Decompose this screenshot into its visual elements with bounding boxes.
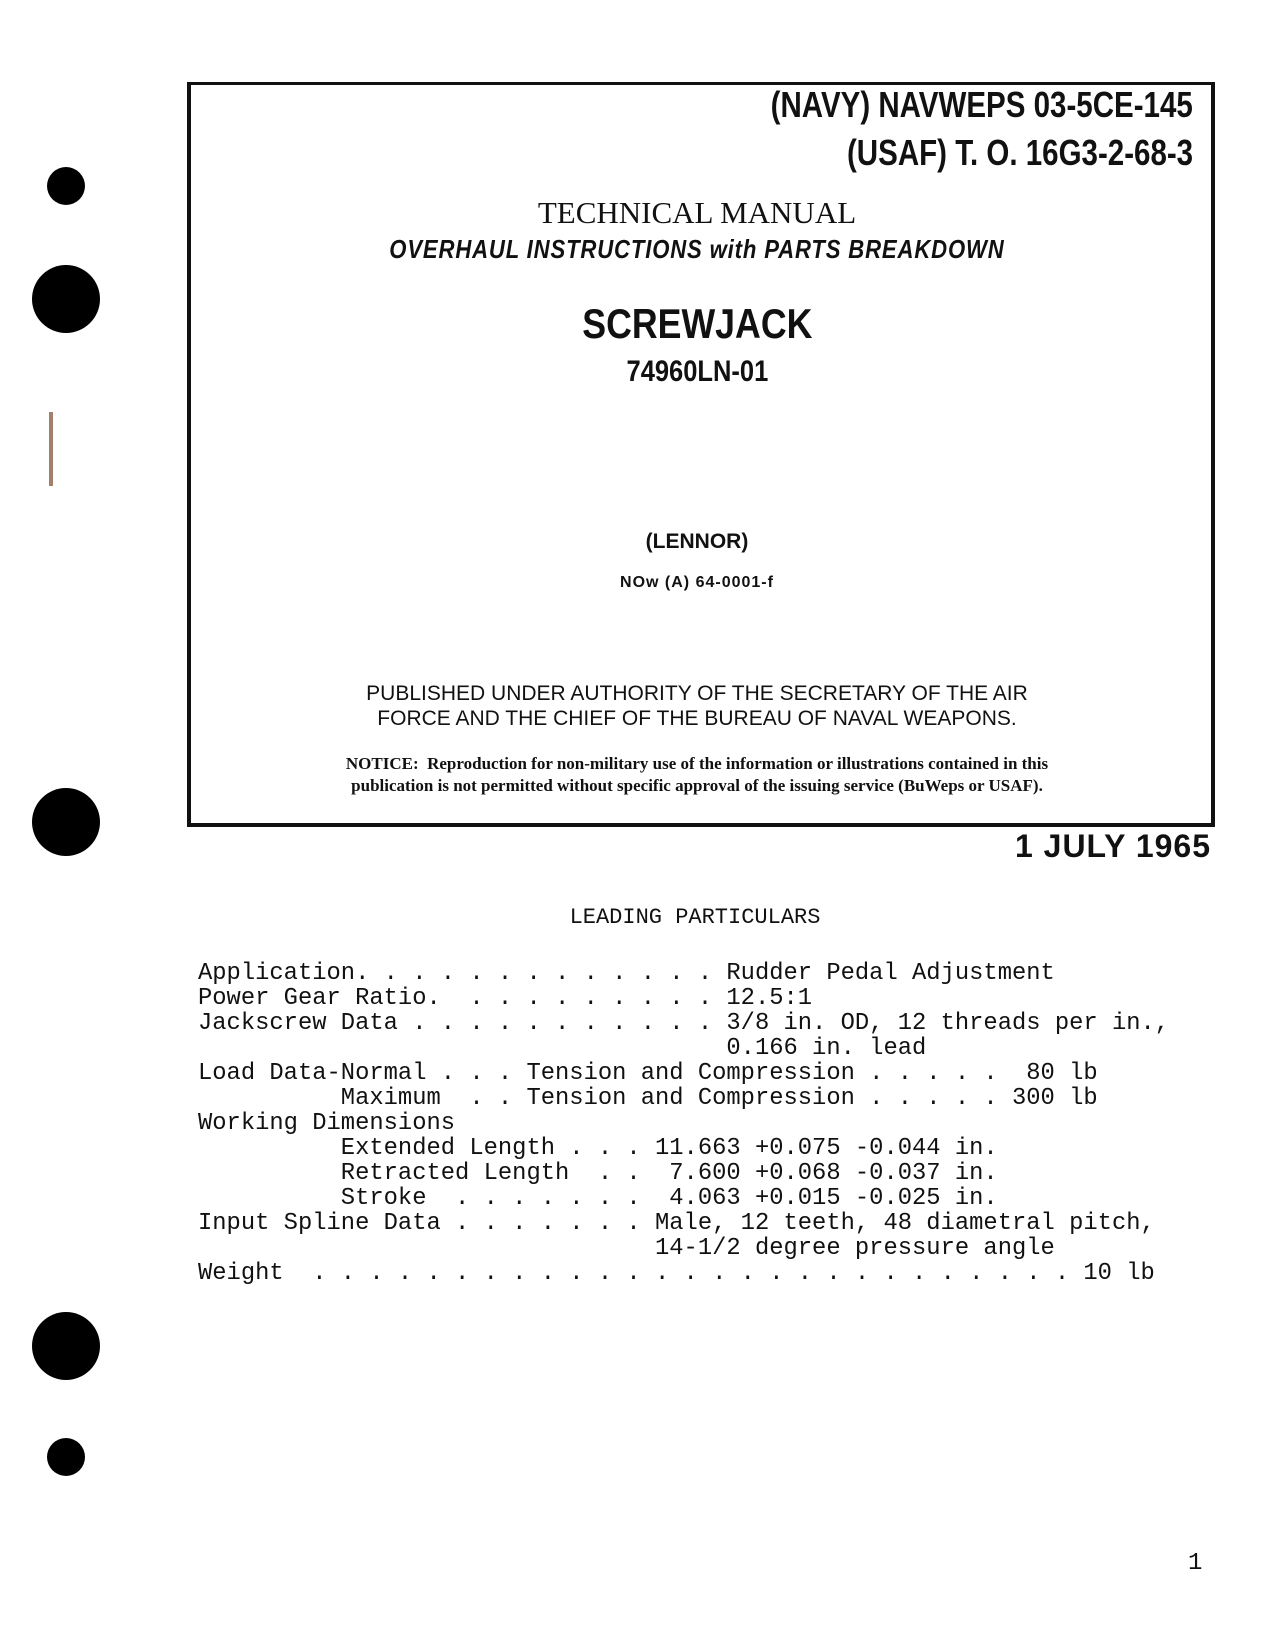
particulars-line: Maximum . . Tension and Compression . . . . . 300 lb — [198, 1085, 1098, 1112]
product-name-text: SCREWJACK — [581, 300, 813, 347]
binder-hole — [32, 1312, 100, 1380]
particulars-list — [198, 961, 1169, 1286]
scan-mark — [49, 412, 53, 486]
contract-number: NOw (A) 64-0001-f — [620, 574, 774, 591]
particulars-line: 14-1/2 degree pressure angle — [198, 1235, 1055, 1262]
binder-hole — [47, 1438, 85, 1476]
product-name — [187, 300, 1207, 348]
particulars-line: Retracted Length . . 7.600 +0.068 -0.037 in. — [198, 1160, 998, 1187]
particulars-line: Input Spline Data . . . . . . . Male, 12 teeth, 48 diametral pitch, — [198, 1210, 1155, 1237]
particulars-line: Working Dimensions — [198, 1110, 456, 1137]
binder-hole — [32, 788, 100, 856]
authority-line-2: FORCE AND THE CHIEF OF THE BUREAU OF NAVAL WEAPONS. — [377, 707, 1017, 730]
particulars-line: Extended Length . . . 11.663 +0.075 -0.044 in. — [198, 1135, 998, 1162]
manual-type: TECHNICAL MANUAL — [537, 195, 857, 230]
authority-line-1: PUBLISHED UNDER AUTHORITY OF THE SECRETARY OF THE AIR — [366, 682, 1028, 705]
navy-number — [678, 84, 1193, 126]
binder-hole — [32, 265, 100, 333]
binder-hole — [47, 167, 85, 205]
part-number — [187, 355, 1207, 389]
particulars-line: Stroke . . . . . . . 4.063 +0.015 -0.025 in. — [198, 1185, 998, 1212]
particulars-line: Application. . . . . . . . . . . . . Rudder Pedal Adjustment — [198, 960, 1055, 987]
page-number: 1 — [1188, 1550, 1203, 1577]
manual-subtitle-text: OVERHAUL INSTRUCTIONS with PARTS BREAKDOWN — [389, 234, 1005, 264]
notice-line-1: NOTICE: Reproduction for non-military use of the information or illustrations contained in this — [345, 754, 1049, 773]
particulars-line: 0.166 in. lead — [198, 1035, 927, 1062]
manual-subtitle — [187, 234, 1207, 265]
particulars-line: Weight . . . . . . . . . . . . . . . . . . . . . . . . . . . 10 lb — [198, 1260, 1155, 1287]
particulars-line: Power Gear Ratio. . . . . . . . . . 12.5:1 — [198, 985, 813, 1012]
publication-date: 1 JULY 1965 — [1014, 828, 1211, 864]
particulars-heading: LEADING PARTICULARS — [569, 905, 821, 930]
part-number-text: 74960LN-01 — [626, 355, 768, 388]
manufacturer: (LENNOR) — [645, 530, 749, 553]
usaf-number-text: (USAF) T. O. 16G3-2-68-3 — [846, 132, 1193, 173]
particulars-line: Jackscrew Data . . . . . . . . . . . 3/8 in. OD, 12 threads per in., — [198, 1010, 1170, 1037]
usaf-number — [771, 132, 1193, 174]
navy-number-text: (NAVY) NAVWEPS 03-5CE-145 — [770, 84, 1193, 125]
particulars-line: Load Data-Normal . . . Tension and Compression . . . . . 80 lb — [198, 1060, 1098, 1087]
notice-line-2: publication is not permitted without specific approval of the issuing service (BuWeps or USAF). — [351, 776, 1043, 795]
